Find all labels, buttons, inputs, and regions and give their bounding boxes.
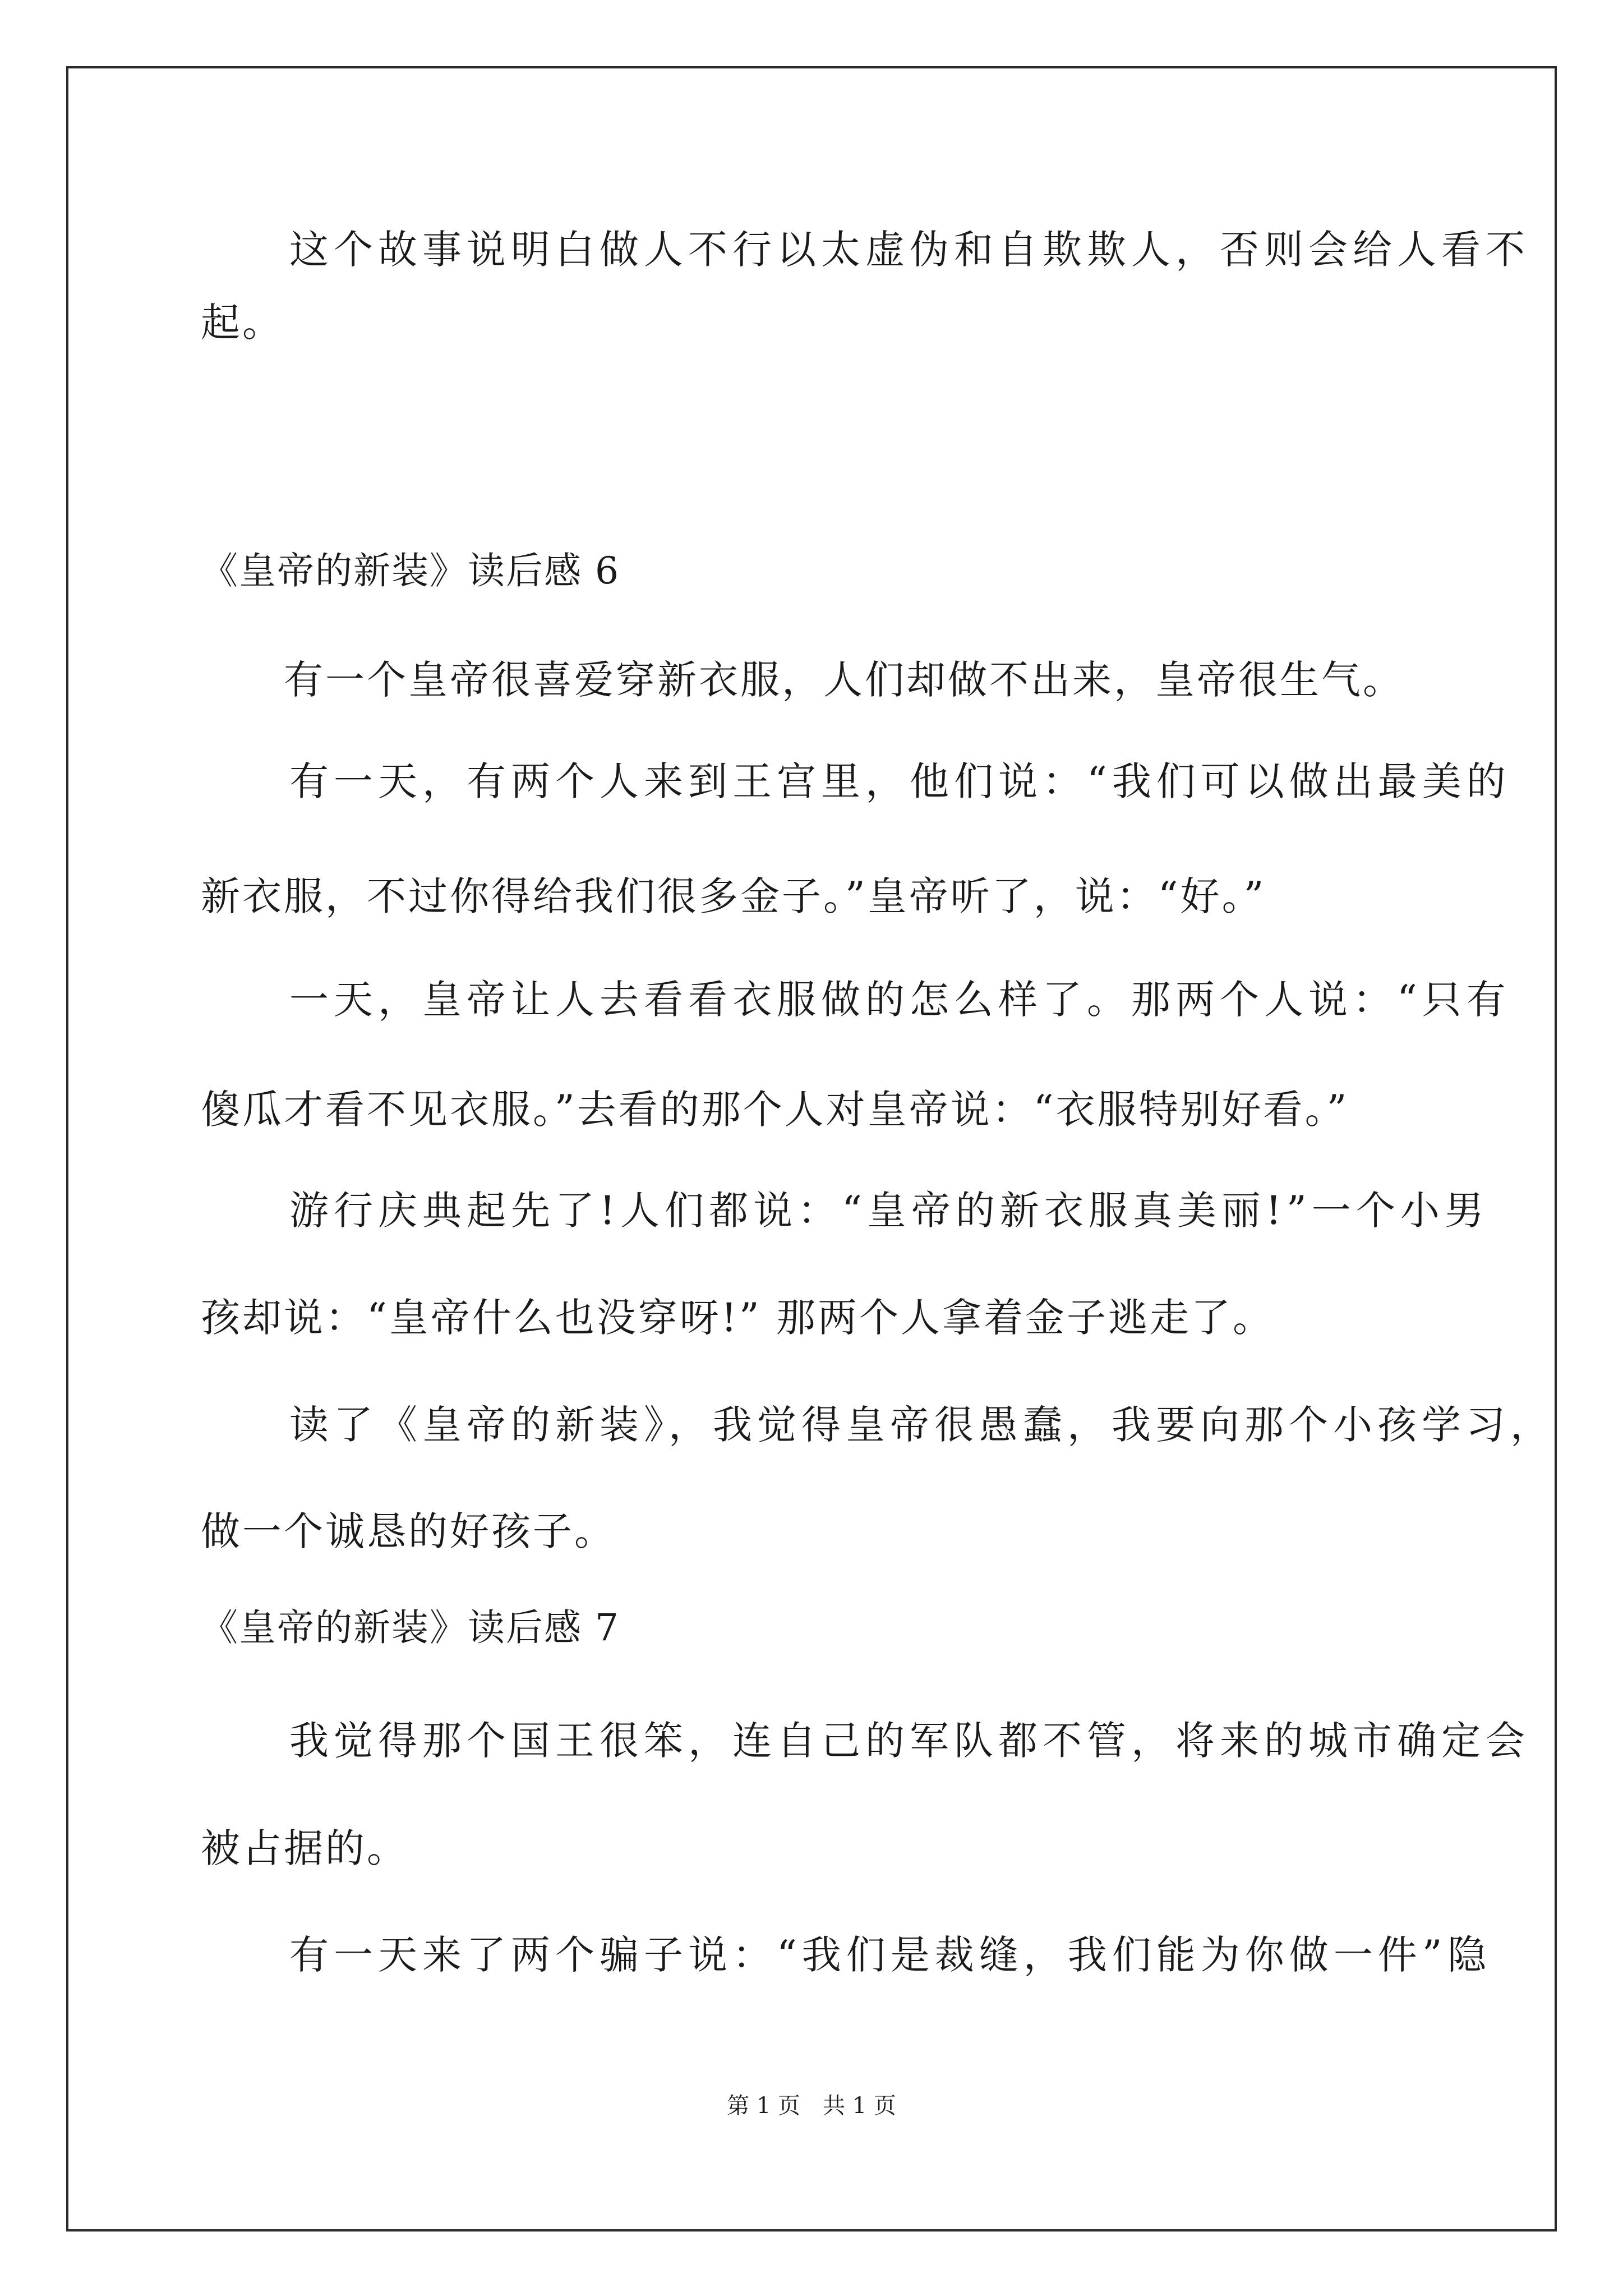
body-line: 有一天来了两个骗子说：“我们是裁缝，我们能为你做一件”隐	[201, 1932, 1492, 1978]
body-line: 有一天，有两个人来到王宫里，他们说：“我们可以做出最美的	[201, 758, 1511, 804]
body-line: 孩却说：“皇帝什么也没穿呀!” 那两个人拿着金子逃走了。	[201, 1295, 1274, 1341]
body-line: 傻瓜才看不见衣服。”去看的那个人对皇帝说：“衣服特别好看。”	[201, 1087, 1349, 1133]
body-line: 游行庆典起先了!人们都说：“皇帝的新衣服真美丽!”一个小男	[201, 1188, 1489, 1234]
page-number-footer: 第 1 页 共 1 页	[727, 2093, 896, 2119]
section-heading: 《皇帝的新装》读后感 6	[201, 549, 620, 592]
section-heading: 《皇帝的新装》读后感 7	[201, 1606, 620, 1649]
body-line: 有一个皇帝很喜爱穿新衣服，人们却做不出来，皇帝很生气。	[201, 657, 1404, 703]
body-line: 做一个诚恳的好孩子。	[201, 1508, 616, 1554]
body-line: 这个故事说明白做人不行以太虚伪和自欺欺人，否则会给人看不	[201, 227, 1530, 273]
body-line: 起。	[201, 300, 284, 346]
body-line: 读了《皇帝的新装》，我觉得皇帝很愚蠢，我要向那个小孩学习，	[201, 1402, 1555, 1448]
page-frame	[66, 66, 1557, 2231]
body-line: 一天，皇帝让人去看看衣服做的怎么样了。那两个人说：“只有	[201, 977, 1511, 1023]
body-line: 新衣服，不过你得给我们很多金子。”皇帝听了，说：“好。”	[201, 873, 1266, 919]
body-line: 我觉得那个国王很笨，连自己的军队都不管，将来的城市确定会	[201, 1718, 1530, 1764]
body-line: 被占据的。	[201, 1825, 408, 1871]
